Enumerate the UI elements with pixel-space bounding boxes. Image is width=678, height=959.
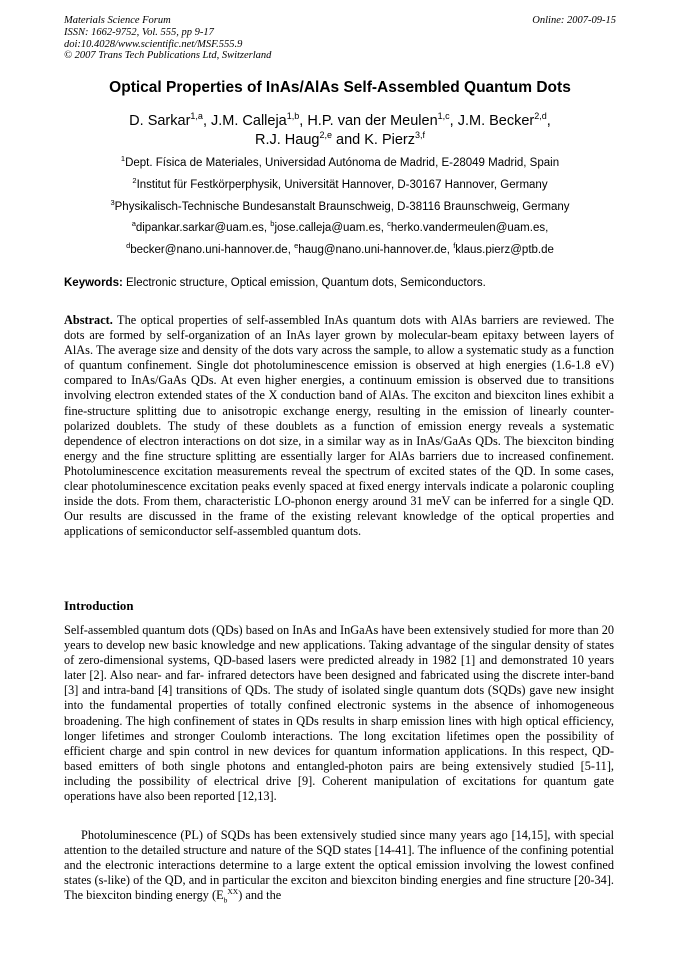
author: J.M. Calleja$^{1,b}$, [211, 111, 308, 129]
affiliation-1: $^1$Dept. Física de Materiales, Universidad Autónoma de Madrid, E-28049 Madrid, Spain [120, 154, 560, 169]
introduction-paragraph-2: Photoluminescence (PL) of SQDs has been extensively studied since many years ago [14,15], with special attention to the detailed structure and nature of the SQD states [14-41]. The influence of the confining potential and the electronic interactions determine to a large extent the optical emission involving the lowest confined states (s-like) of the QD, and in particular the exciton and biexciton binding energies and fine structure [20-34]. The biexciton binding energy $(E_b^{XX})$ and the [64, 828, 614, 905]
affiliation-3: $^3$Physikalisch-Technische Bundesanstalt Braunschweig, D-38116 Braunschweig, Germany [110, 198, 570, 213]
affiliation-2: $^2$Institut für Festkörperphysik, Universität Hannover, D-30167 Hannover, Germany [132, 176, 548, 191]
abstract-label: Abstract. [64, 313, 113, 327]
keywords-label: Keywords: [64, 277, 123, 289]
author-list [40, 112, 640, 150]
author: K. Pierz$^{3,f}$ [364, 130, 426, 148]
paper-title: Optical Properties of InAs/AlAs Self-Assembled Quantum Dots [109, 79, 571, 96]
online-date: Online: 2007-09-15 [532, 15, 616, 26]
introduction-paragraph-1: Self-assembled quantum dots (QDs) based on InAs and InGaAs have been extensively studied for more than 20 years to develop new basic knowledge and new applications. Taking advantage of the singular density of states of zero-dimensional systems, QD-based lasers were predicted already in 1982 [1] and demonstrated 10 years later [2]. Also near- and far- infrared detectors have been designed and fabricated using the discrete inter-band [3] and intra-band [4] transitions of QDs. The study of isolated single quantum dots (SQDs) gave new insight into the fundamental properties of totally confined electronic systems in the absence of inhomogeneous broadening. The high confinement of states in QDs results in sharp emission lines with high optical efficiency, longer lifetimes and stronger Coulomb interactions. The long excitation lifetimes open the possibility of efficient charge and spin control in new devices for quantum information applications. In this respect, QD-based emitters of both single photons and entangled-photon pairs are being extensively studied [5-11], including the possibility of electrical drive [9]. Coherent manipulation of excitations for quantum gate operations have also been reported [12,13]. [64, 623, 614, 804]
email-address[interactable]: $^a$dipankar.sarkar@uam.es, [131, 219, 271, 234]
keywords-text: Electronic structure, Optical emission, Quantum dots, Semiconductors. [122, 277, 486, 289]
abstract-text: The optical properties of self-assembled InAs quantum dots with AlAs barriers are reviewed. The dots are formed by self-organization of an InAs layer grown by molecular-beam epitaxy between layers of AlAs. The average size and density of the dots vary across the sample, to allow a systematic study as a function of quantum confinement. Single dot photoluminescence emission is observed at high energies (1.6-1.8 eV) compared to InAs/GaAs QDs. At even higher energies, a continuum emission is observed due to transitions involving electron extended states of the X conduction band of AlAs. The exciton and biexciton lines exhibit a fine-structure splitting due to anisotropic exchange energy, resulting in the emission of linearly counter-polarized doublets. The study of these doublets as a function of emission energy reveals a systematic dependence of electron interactions on dot size, in a similar way as in InAs/GaAs QDs. The biexciton binding energy and the fine structure splitting are essentially larger for AlAs barriers due to increased confinement. Photoluminescence excitation measurements reveal the spectrum of excited states of the QD. In some cases, clear photoluminescence excitation peaks evenly spaced at fixed energy intervals indicate a polaronic coupling inside the dots. From them, characteristic LO-phonon energy around 31 meV can be inferred for a single QD. Our results are discussed in the frame of the existing relevant knowledge of the optical properties and applications of semiconductor self-assembled quantum dots. [64, 313, 614, 539]
email-address[interactable]: $^c$herko.vandermeulen@uam.es, [387, 219, 549, 234]
author: H.P. van der Meulen$^{1,c}$, [307, 111, 458, 129]
email-line-1 [30, 221, 650, 235]
journal-issn: ISSN: 1662-9752, Vol. 555, pp 9-17 [64, 26, 214, 38]
email-address[interactable]: $^b$jose.calleja@uam.es, [270, 219, 388, 234]
journal-name: Materials Science Forum [64, 15, 171, 26]
journal-doi: doi:10.4028/www.scientific.net/MSF.555.9 [64, 38, 243, 50]
abstract [64, 313, 614, 539]
email-address[interactable]: $^f$klaus.pierz@ptb.de [453, 241, 554, 256]
email-address[interactable]: $^d$becker@nano.uni-hannover.de, [126, 241, 295, 256]
section-heading-introduction: Introduction [64, 599, 134, 613]
journal-header [64, 15, 616, 62]
keywords [64, 276, 624, 290]
email-line-2 [30, 243, 650, 257]
author: D. Sarkar$^{1,a}$, [129, 111, 211, 129]
author: R.J. Haug$^{2,e}$ and [254, 130, 365, 148]
email-address[interactable]: $^e$haug@nano.uni-hannover.de, [294, 241, 454, 256]
author: J.M. Becker$^{2,d}$, [457, 111, 551, 129]
journal-copyright: © 2007 Trans Tech Publications Ltd, Switzerland [64, 50, 272, 62]
